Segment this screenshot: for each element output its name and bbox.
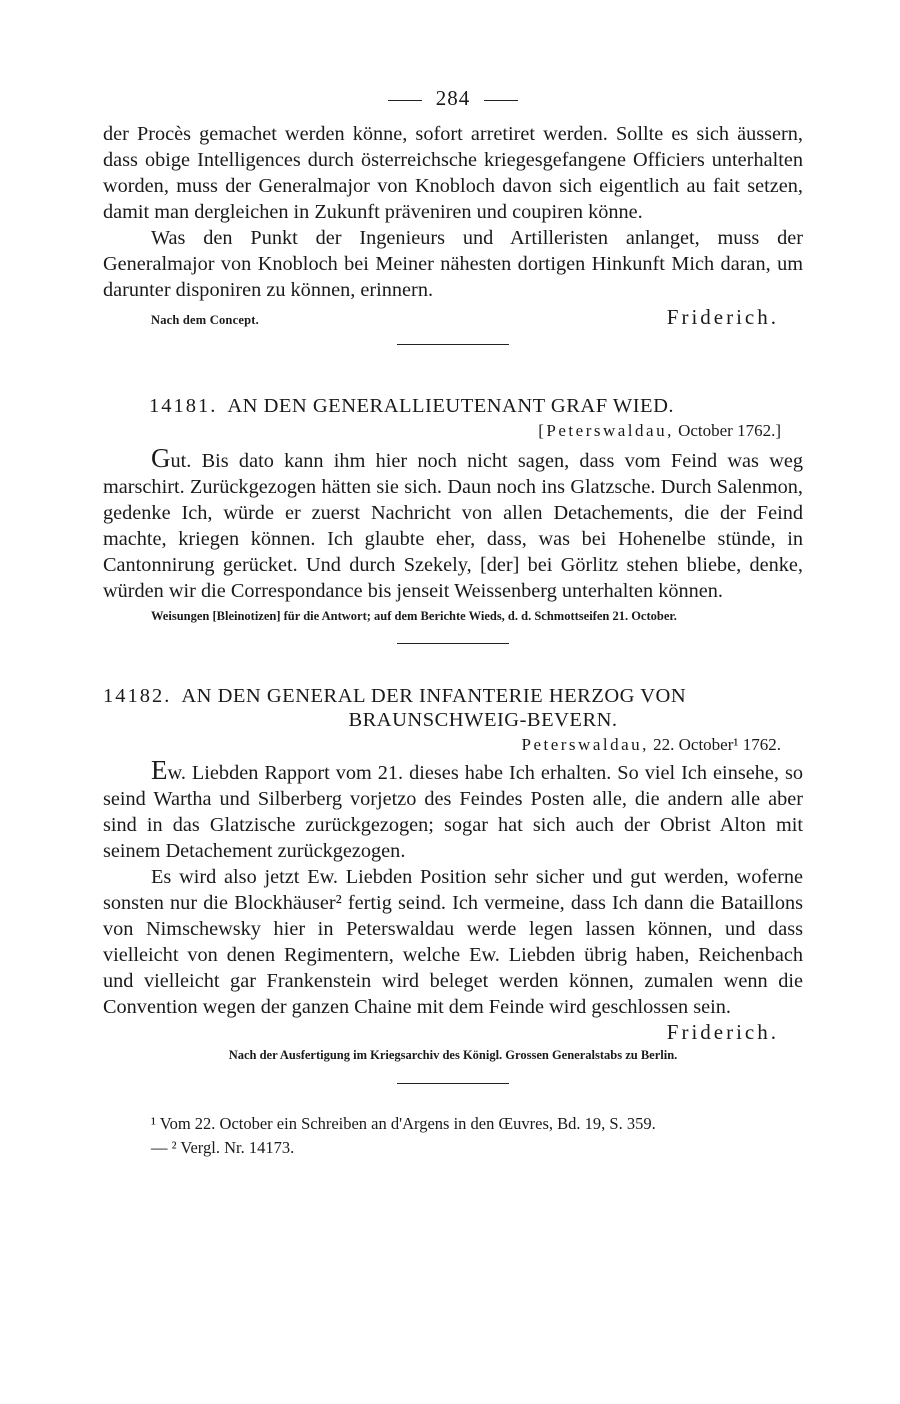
continuation-paragraph-1: der Procès gemachet werden könne, sofort arretiret werden. Sollte es sich äussern, dass obige Intelligences durch österreichsche kriegesgefangene Officiers unterhalten worden, muss der Generalmajor von Knobloch davon sich eigentlich au fait setzen, damit man dergleichen in Zukunft präveniren und coupiren könne.	[103, 123, 803, 223]
signature: Friderich.	[666, 305, 779, 329]
source-note: Nach dem Concept.	[151, 313, 259, 327]
letter-body-text: ut. Bis dato kann ihm hier noch nicht sagen, dass vom Feind was weg marschirt. Zurückgezogen hätten sie sich. Daun noch ins Glatzsche. Durch Salenmon, gedenke Ich, würde er zuerst Nachricht von allen Detachements, die der Feind machte, kriegen können. Ich glaubte eher, dass, was bei Hohenelbe stünde, in Cantonnirung gerücket. Und durch Szekely, [der] bei Görlitz stehen bliebe, denke, würden wir die Correspondance bis jenseit Weissenberg unterhalten können.	[103, 450, 803, 602]
letter-heading	[103, 394, 803, 418]
dateline-date: October 1762.]	[678, 421, 781, 440]
section-divider	[397, 1083, 509, 1084]
page-header	[103, 86, 803, 111]
continuation-paragraph-2: Was den Punkt der Ingenieurs und Artilleristen anlanget, muss der Generalmajor von Knobloch bei Meiner nähesten dortigen Hinkunft Mich daran, um darunter disponiren zu können, erinnern.	[103, 227, 803, 301]
editorial-note: Weisungen [Bleinotizen] für die Antwort; auf dem Berichte Wieds, d. d. Schmottseifen 21. October.	[151, 609, 677, 623]
letter-body-text: w. Liebden Rapport vom 21. dieses habe Ich erhalten. So viel Ich einsehe, so seind Wartha und Silberberg vorjetzo des Feindes Posten alle, die andern alle aber sind in das Glatzische zurückgezogen; sogar hat sich auch der Obrist Alton mit seinem Detachement zurückgezogen.	[103, 762, 803, 862]
letter-body	[103, 757, 803, 864]
dateline-date: 22. October¹ 1762.	[653, 735, 781, 754]
initial-letter: G	[151, 443, 171, 473]
signature-row	[103, 1020, 803, 1045]
dateline	[103, 421, 781, 441]
letter-addressee: AN DEN GENERALLIEUTENANT GRAF WIED.	[227, 395, 674, 417]
letter-heading-line-2: BRAUNSCHWEIG-BEVERN.	[348, 709, 618, 731]
letter-body-paragraph-2: Es wird also jetzt Ew. Liebden Position sehr sicher und gut werden, woferne sonsten nur die Blockhäuser² fertig seind. Ich vermeine, dass Ich dann die Bataillons von Nimschewsky hier in Peterswaldau werde legen lassen können, und dass vielleicht von denen Regimentern, welche Ew. Liebden übrig haben, Reichenbach und vielleicht gar Frankenstein wird beleget werden können, zumalen wenn die Convention wegen der ganzen Chaine mit dem Feinde wird geschlossen sein.	[103, 866, 803, 1018]
letter-number: 14182.	[103, 685, 172, 707]
letter-addressee: AN DEN GENERAL DER INFANTERIE HERZOG VON	[181, 685, 687, 707]
section-divider	[397, 344, 509, 345]
dateline-place: Peterswaldau,	[521, 735, 649, 754]
letter-body	[103, 445, 803, 604]
letter-number: 14181.	[149, 395, 218, 417]
dateline-place: [Peterswaldau,	[538, 421, 674, 440]
footnote-2: — ² Vergl. Nr. 14173.	[151, 1138, 295, 1157]
source-note: Nach der Ausfertigung im Kriegsarchiv des Königl. Grossen Generalstabs zu Berlin.	[228, 1048, 678, 1062]
initial-letter: E	[151, 755, 168, 785]
header-dash-left	[388, 100, 422, 101]
continuation-footer	[103, 305, 803, 330]
footnote-1: ¹ Vom 22. October ein Schreiben an d'Argens in den Œuvres, Bd. 19, S. 359.	[151, 1114, 656, 1133]
header-dash-right	[484, 100, 518, 101]
signature: Friderich.	[666, 1020, 779, 1044]
section-divider	[397, 643, 509, 644]
letter-heading	[103, 684, 803, 708]
page-number: 284	[435, 86, 471, 110]
footnotes	[103, 1112, 803, 1160]
dateline	[103, 735, 781, 755]
page	[103, 86, 803, 1160]
